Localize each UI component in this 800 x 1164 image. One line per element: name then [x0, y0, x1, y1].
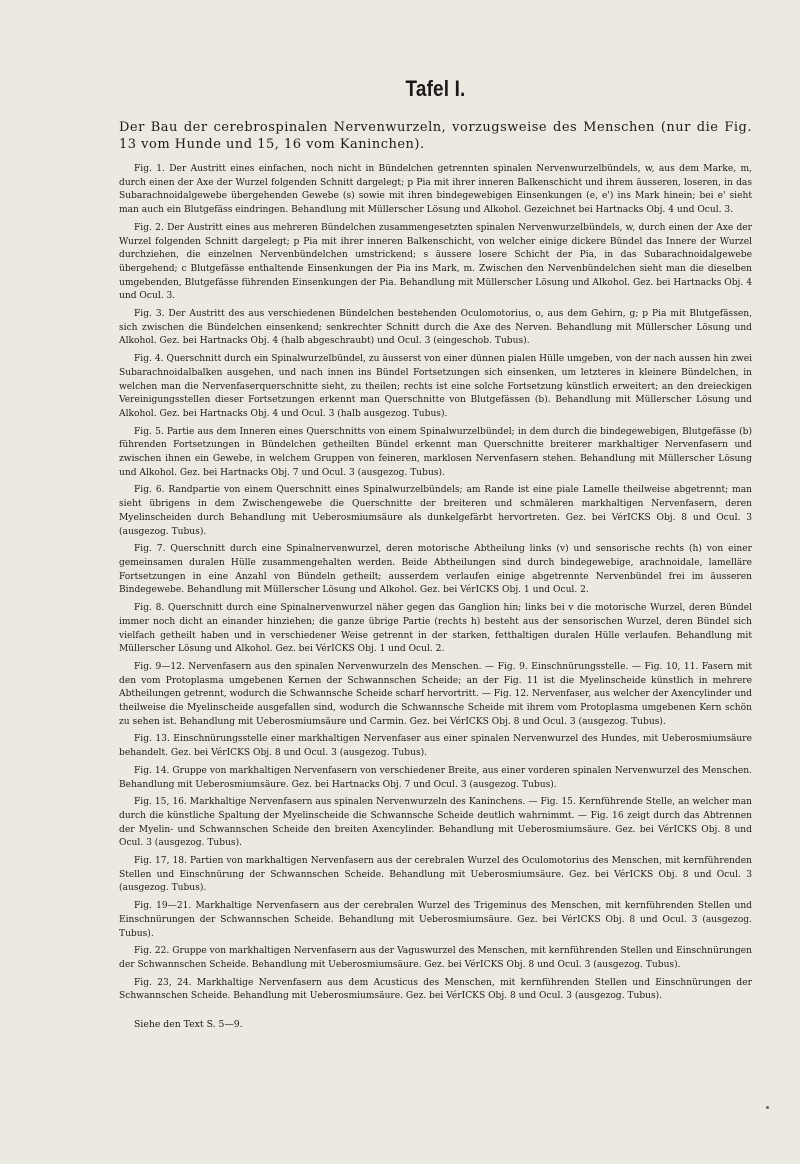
paper-speck — [766, 1106, 769, 1109]
figure-legend: Fig. 13. Einschnürungsstelle einer markhaltigen Nervenfaser aus einer spinalen Nervenwurzel des Hundes, mit Ueberosmiumsäure behandelt. Gez. bei VérICKS Obj. 8 und Ocul. 3 (ausgezog. Tubus). — [119, 734, 752, 759]
figure-legend: Fig. 7. Querschnitt durch eine Spinalnervenwurzel, deren motorische Abtheilung links (v) und sensorische rechts (h) von einer gemeinsamen duralen Hülle zusammengehalten werden. Beide Abtheilungen sind durch bindegewebige, arachnoidale, lamelläre Fortsetzungen in eine Anzahl von Bündeln getheilt; ausserdem verlaufen einige abgetrennte Nervenbündel frei im äusseren Bindegewebe. Behandlung mit Müllerscher Lösung und Alkohol. Gez. bei VérICKS Obj. 1 und Ocul. 2. — [119, 544, 752, 596]
figure-legend: Fig. 4. Querschnitt durch ein Spinalwurzelbündel, zu äusserst von einer dünnen pialen Hülle umgeben, von der nach aussen hin zwei Subarachnoidalbalken ausgehen, und nach innen ins Bündel Fortsetzungen sich einsenken, um letzteres in kleinere Bündelchen, in welchen man die Nervenfaserquerschnitte sieht, zu theilen; rechts ist eine solche Fortsetzung künstlich erweitert; an den dreieckigen Vereinigungsstellen dieser Fortsetzungen erkennt man Querschnitte von Blutgefässen (b). Behandlung mit Müllerscher Lösung und Alkohol. Gez. bei Hartnacks Obj. 4 und Ocul. 3 (halb ausgezog. Tubus). — [119, 354, 752, 419]
figure-legend: Fig. 6. Randpartie von einem Querschnitt eines Spinalwurzelbündels; am Rande ist eine piale Lamelle theilweise abgetrennt; man sieht übrigens in dem Zwischengewebe die Querschnitte der breiteren und schmäleren markhaltigen Nervenfasern, deren Myelinscheiden durch Behandlung mit Ueberosmiumsäure als dunkelgefärbt hervortreten. Gez. bei VérICKS Obj. 8 und Ocul. 3 (ausgezog. Tubus). — [119, 485, 752, 537]
figure-legend: Fig. 1. Der Austritt eines einfachen, noch nicht in Bündelchen getrennten spinalen Nervenwurzelbündels, w, aus dem Marke, m, durch einen der Axe der Wurzel folgenden Schnitt dargelegt; p Pia mit ihrer inneren Balkenschicht und ihrem äusseren, loseren, in das Subarachnoidalgewebe übergehenden Gewebe (s) sowie mit ihren bindegewebigen Einsenkungen (e, e') ins Mark hinein; bei e' sieht man auch ein Blutgefäss eindringen. Behandlung mit Müllerscher Lösung und Alkohol. Gezeichnet bei Hartnacks Obj. 4 und Ocul. 3. — [119, 164, 752, 216]
figure-legend: Fig. 23, 24. Markhaltige Nervenfasern aus dem Acusticus des Menschen, mit kernführenden Stellen und Einschnürungen der Schwannschen Scheide. Behandlung mit Ueberosmiumsäure. Gez. bei VérICKS Obj. 8 und Ocul. 3 (ausgezog. Tubus). — [119, 977, 752, 1002]
figure-legend: Fig. 8. Querschnitt durch eine Spinalnervenwurzel näher gegen das Ganglion hin; links bei v die motorische Wurzel, deren Bündel immer noch dicht an einander hinziehen; die ganze übrige Partie (rechts h) besteht aus der sensorischen Wurzel, deren Bündel sich vielfach getheilt haben und in verschiedener Weise getrennt in der starken, fetthaltigen duralen Hülle verlaufen. Behandlung mit Müllerscher Lösung und Alkohol. Gez. bei VérICKS Obj. 1 und Ocul. 2. — [119, 603, 752, 655]
figure-legend: Fig. 14. Gruppe von markhaltigen Nervenfasern von verschiedener Breite, aus einer vorderen spinalen Nervenwurzel des Menschen. Behandlung mit Ueberosmiumsäure. Gez. bei Hartnacks Obj. 7 und Ocul. 3 (ausgezog. Tubus). — [119, 765, 752, 790]
text-reference-note: Siehe den Text S. 5—9. — [134, 1019, 243, 1031]
plate-title: Tafel I. — [405, 76, 466, 101]
plate-intro: Der Bau der cerebrospinalen Nervenwurzeln, vorzugsweise des Menschen (nur die Fig. 13 vom Hunde und 15, 16 vom Kaninchen). — [119, 120, 752, 152]
figure-legend: Fig. 2. Der Austritt eines aus mehreren Bündelchen zusammengesetzten spinalen Nervenwurzelbündels, w, durch einen der Axe der Wurzel folgenden Schnitt dargelegt; p Pia mit ihrer inneren Balkenschicht, von welcher einige dickere Bündel das Innere der Wurzel durchziehen, die einzelnen Nervenbündelchen umstrickend; s äussere losere Schicht der Pia, in das Subarachnoidalgewebe übergehend; c Blutgefässe enthaltende Einsenkungen der Pia ins Mark, m. Zwischen den Nervenbündelchen sieht man die dieselben umgebenden, Blutgefässe führenden Einsenkungen der Pia. Behandlung mit Müllerscher Lösung und Alkohol. Gez. bei Hartnacks Obj. 4 und Ocul. 3. — [119, 222, 752, 302]
figure-legend: Fig. 5. Partie aus dem Inneren eines Querschnitts von einem Spinalwurzelbündel; in dem durch die bindegewebigen, Blutgefässe (b) führenden Fortsetzungen in Bündelchen getheilten Bündel erkennt man Querschnitte breiterer markhaltiger Nervenfasern und zwischen ihnen ein Gewebe, in welchem Gruppen von feineren, marklosen Nervenfasern stehen. Behandlung mit Müllerscher Lösung und Alkohol. Gez. bei Hartnacks Obj. 7 und Ocul. 3 (ausgezog. Tubus). — [119, 426, 752, 478]
figure-legend: Fig. 15, 16. Markhaltige Nervenfasern aus spinalen Nervenwurzeln des Kaninchens. — Fig. 15. Kernführende Stelle, an welcher man durch die künstliche Spaltung der Myelinscheide die Schwannsche Scheide deutlich wahrnimmt. — Fig. 16 zeigt durch das Abtrennen der Myelin- und Schwannschen Scheide den breiten Axencylinder. Behandlung mit Ueberosmiumsäure. Gez. bei VérICKS Obj. 8 und Ocul. 3 (ausgezog. Tubus). — [119, 797, 752, 849]
figure-legend: Fig. 22. Gruppe von markhaltigen Nervenfasern aus der Vaguswurzel des Menschen, mit kernführenden Stellen und Einschnürungen der Schwannschen Scheide. Behandlung mit Ueberosmiumsäure. Gez. bei VérICKS Obj. 8 und Ocul. 3 (ausgezog. Tubus). — [119, 946, 752, 970]
figure-legend-list — [119, 163, 752, 1004]
figure-legend: Fig. 17, 18. Partien von markhaltigen Nervenfasern aus der cerebralen Wurzel des Oculomotorius des Menschen, mit kernführenden Stellen und Einschnürung der Schwannschen Scheide. Behandlung mit Ueberosmiumsäure. Gez. bei VérICKS Obj. 8 und Ocul. 3 (ausgezog. Tubus). — [119, 856, 752, 894]
figure-legend: Fig. 3. Der Austritt des aus verschiedenen Bündelchen bestehenden Oculomotorius, o, aus dem Gehirn, g; p Pia mit Blutgefässen, sich zwischen die Bündelchen einsenkend; senkrechter Schnitt durch die Axe des Nerven. Behandlung mit Müllerscher Lösung und Alkohol. Gez. bei Hartnacks Obj. 4 (halb abgeschraubt) und Ocul. 3 (eingeschob. Tubus). — [119, 309, 752, 347]
figure-legend: Fig. 19—21. Markhaltige Nervenfasern aus der cerebralen Wurzel des Trigeminus des Menschen, mit kernführenden Stellen und Einschnürungen der Schwannschen Scheide. Behandlung mit Ueberosmiumsäure. Gez. bei VérICKS Obj. 8 und Ocul. 3 (ausgezog. Tubus). — [119, 901, 752, 939]
figure-legend: Fig. 9—12. Nervenfasern aus den spinalen Nervenwurzeln des Menschen. — Fig. 9. Einschnürungsstelle. — Fig. 10, 11. Fasern mit den vom Protoplasma umgebenen Kernen der Schwannschen Scheide; an der Fig. 11 ist die Myelinscheide künstlich in mehrere Abtheilungen getrennt, wodurch die Schwannsche Scheide scharf hervortritt. — Fig. 12. Nervenfaser, aus welcher der Axencylinder und theilweise die Myelinscheide ausgefallen sind, wodurch die Schwannsche Scheide mit ihrem vom Protoplasma umgebenen Kern schön zu sehen ist. Behandlung mit Ueberosmiumsäure und Carmin. Gez. bei VérICKS Obj. 8 und Ocul. 3 (ausgezog. Tubus). — [119, 661, 752, 727]
